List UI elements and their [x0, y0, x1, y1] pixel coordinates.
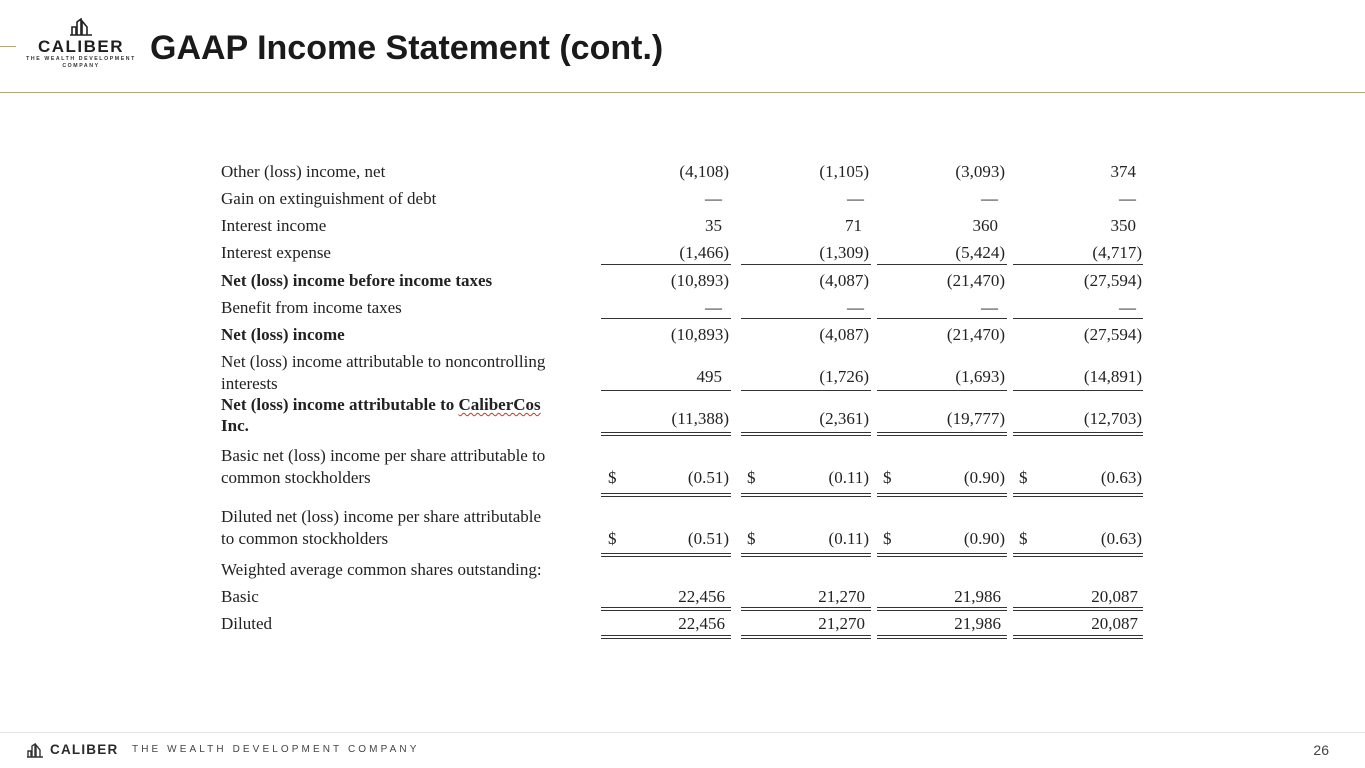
subtotal-rule	[1013, 318, 1143, 319]
total-double-rule	[601, 435, 731, 436]
total-double-rule	[877, 435, 1007, 436]
footer-brand: CALIBER	[50, 742, 119, 757]
footer-divider	[0, 732, 1365, 733]
row-label: Diluted	[221, 614, 272, 633]
total-double-rule	[877, 493, 1007, 494]
row-label: Gain on extinguishment of debt	[221, 189, 437, 208]
building-icon	[26, 742, 44, 758]
subtotal-rule	[741, 264, 871, 265]
total-double-rule	[601, 493, 731, 494]
currency-symbol: $	[747, 468, 756, 487]
subtotal-rule	[877, 318, 1007, 319]
currency-symbol: $	[1019, 468, 1028, 487]
row-label: Net (loss) income before income taxes	[221, 271, 493, 290]
total-double-rule	[1013, 496, 1143, 497]
value-cell: —	[847, 189, 864, 208]
total-double-rule	[601, 638, 731, 639]
row-label: Benefit from income taxes	[221, 298, 402, 317]
total-double-rule	[1013, 432, 1143, 433]
total-double-rule	[601, 610, 731, 611]
currency-symbol: $	[608, 529, 617, 548]
row-label: Diluted net (loss) income per share attributable	[221, 507, 542, 526]
row-label: Interest income	[221, 216, 327, 235]
logo-wordmark: CALIBER	[37, 37, 125, 56]
subtotal-rule	[1013, 390, 1143, 391]
subtotal-rule	[601, 264, 731, 265]
total-double-rule	[601, 553, 731, 554]
subtotal-rule	[741, 390, 871, 391]
value-cell: (0.51)	[687, 529, 729, 548]
subtotal-rule	[601, 318, 731, 319]
value-cell: (1,726)	[819, 367, 869, 386]
total-double-rule	[1013, 435, 1143, 436]
currency-symbol: $	[747, 529, 756, 548]
value-cell: (4,108)	[679, 162, 729, 181]
total-double-rule	[741, 553, 871, 554]
total-double-rule	[741, 635, 871, 636]
value-cell: —	[981, 189, 998, 208]
total-double-rule	[877, 610, 1007, 611]
value-cell: 35	[705, 216, 722, 235]
value-cell: 21,270	[818, 614, 865, 633]
total-double-rule	[877, 496, 1007, 497]
value-cell: (1,309)	[819, 243, 869, 262]
total-double-rule	[741, 432, 871, 433]
value-cell: 495	[696, 367, 722, 386]
total-double-rule	[877, 432, 1007, 433]
value-cell: (27,594)	[1083, 271, 1142, 290]
row-label-continued: common stockholders	[221, 468, 371, 487]
value-cell: 20,087	[1091, 614, 1138, 633]
total-double-rule	[601, 432, 731, 433]
total-double-rule	[877, 556, 1007, 557]
total-double-rule	[741, 435, 871, 436]
value-cell: (0.63)	[1100, 468, 1142, 487]
value-cell: (0.90)	[963, 468, 1005, 487]
total-double-rule	[741, 610, 871, 611]
row-label-continued: to common stockholders	[221, 529, 389, 548]
total-double-rule	[741, 556, 871, 557]
value-cell: —	[1119, 189, 1136, 208]
value-cell: (2,361)	[819, 409, 869, 428]
subtotal-rule	[601, 390, 731, 391]
value-cell: 22,456	[678, 587, 725, 606]
value-cell: (0.90)	[963, 529, 1005, 548]
row-label-text: Net (loss) income attributable to	[221, 395, 459, 414]
page-number: 26	[1313, 742, 1329, 758]
subtotal-rule	[1013, 264, 1143, 265]
value-cell: 21,270	[818, 587, 865, 606]
subtotal-rule	[877, 390, 1007, 391]
value-cell: (4,087)	[819, 325, 869, 344]
total-double-rule	[1013, 638, 1143, 639]
total-double-rule	[601, 496, 731, 497]
row-label: Basic	[221, 587, 259, 606]
value-cell: (21,470)	[946, 271, 1005, 290]
value-cell: (1,105)	[819, 162, 869, 181]
value-cell: —	[981, 298, 998, 317]
row-label: Interest expense	[221, 243, 331, 262]
value-cell: 360	[972, 216, 998, 235]
total-double-rule	[877, 638, 1007, 639]
row-label: Net (loss) income	[221, 325, 345, 344]
value-cell: —	[705, 298, 722, 317]
value-cell: (11,388)	[671, 409, 729, 428]
total-double-rule	[741, 493, 871, 494]
total-double-rule	[1013, 607, 1143, 608]
total-double-rule	[1013, 553, 1143, 554]
currency-symbol: $	[883, 529, 892, 548]
total-double-rule	[877, 607, 1007, 608]
currency-symbol: $	[608, 468, 617, 487]
value-cell: (4,717)	[1092, 243, 1142, 262]
total-double-rule	[877, 635, 1007, 636]
subtotal-rule	[741, 318, 871, 319]
value-cell: 21,986	[954, 614, 1001, 633]
row-label	[221, 394, 541, 415]
page-title: GAAP Income Statement (cont.)	[150, 29, 664, 67]
value-cell: 22,456	[678, 614, 725, 633]
value-cell: 21,986	[954, 587, 1001, 606]
subtotal-rule	[877, 264, 1007, 265]
logo-tagline: THE WEALTH DEVELOPMENT COMPANY	[26, 56, 136, 69]
row-label: Net (loss) income attributable to noncontrolling	[221, 352, 546, 371]
footer-tagline: THE WEALTH DEVELOPMENT COMPANY	[132, 744, 420, 755]
value-cell: 71	[845, 216, 862, 235]
value-cell: (1,466)	[679, 243, 729, 262]
value-cell: (0.11)	[828, 529, 869, 548]
value-cell: (21,470)	[946, 325, 1005, 344]
value-cell: (27,594)	[1083, 325, 1142, 344]
value-cell: (3,093)	[955, 162, 1005, 181]
row-label-continued: interests	[221, 374, 278, 390]
total-double-rule	[1013, 635, 1143, 636]
value-cell: —	[705, 189, 722, 208]
currency-symbol: $	[1019, 529, 1028, 548]
currency-symbol: $	[883, 468, 892, 487]
value-cell: (5,424)	[955, 243, 1005, 262]
value-cell: 20,087	[1091, 587, 1138, 606]
total-double-rule	[1013, 556, 1143, 557]
value-cell: (10,893)	[670, 271, 729, 290]
company-name-spellcheck: CaliberCos	[458, 395, 541, 414]
value-cell: 350	[1110, 216, 1136, 235]
value-cell: (0.11)	[828, 468, 869, 487]
total-double-rule	[741, 638, 871, 639]
value-cell: (0.51)	[687, 468, 729, 487]
section-label: Weighted average common shares outstanding:	[221, 560, 542, 579]
row-label: Other (loss) income, net	[221, 162, 386, 181]
total-double-rule	[741, 607, 871, 608]
value-cell: (10,893)	[670, 325, 729, 344]
value-cell: 374	[1110, 162, 1136, 181]
value-cell: (0.63)	[1100, 529, 1142, 548]
row-label: Basic net (loss) income per share attributable to	[221, 446, 546, 465]
total-double-rule	[601, 635, 731, 636]
value-cell: (1,693)	[955, 367, 1005, 386]
total-double-rule	[741, 496, 871, 497]
value-cell: —	[847, 298, 864, 317]
total-double-rule	[1013, 610, 1143, 611]
total-double-rule	[601, 607, 731, 608]
total-double-rule	[877, 553, 1007, 554]
total-double-rule	[1013, 493, 1143, 494]
value-cell: (14,891)	[1083, 367, 1142, 386]
value-cell: (4,087)	[819, 271, 869, 290]
value-cell: (12,703)	[1083, 409, 1142, 428]
value-cell: (19,777)	[946, 409, 1005, 428]
value-cell: —	[1119, 298, 1136, 317]
row-label-continued: Inc.	[221, 416, 249, 432]
total-double-rule	[601, 556, 731, 557]
